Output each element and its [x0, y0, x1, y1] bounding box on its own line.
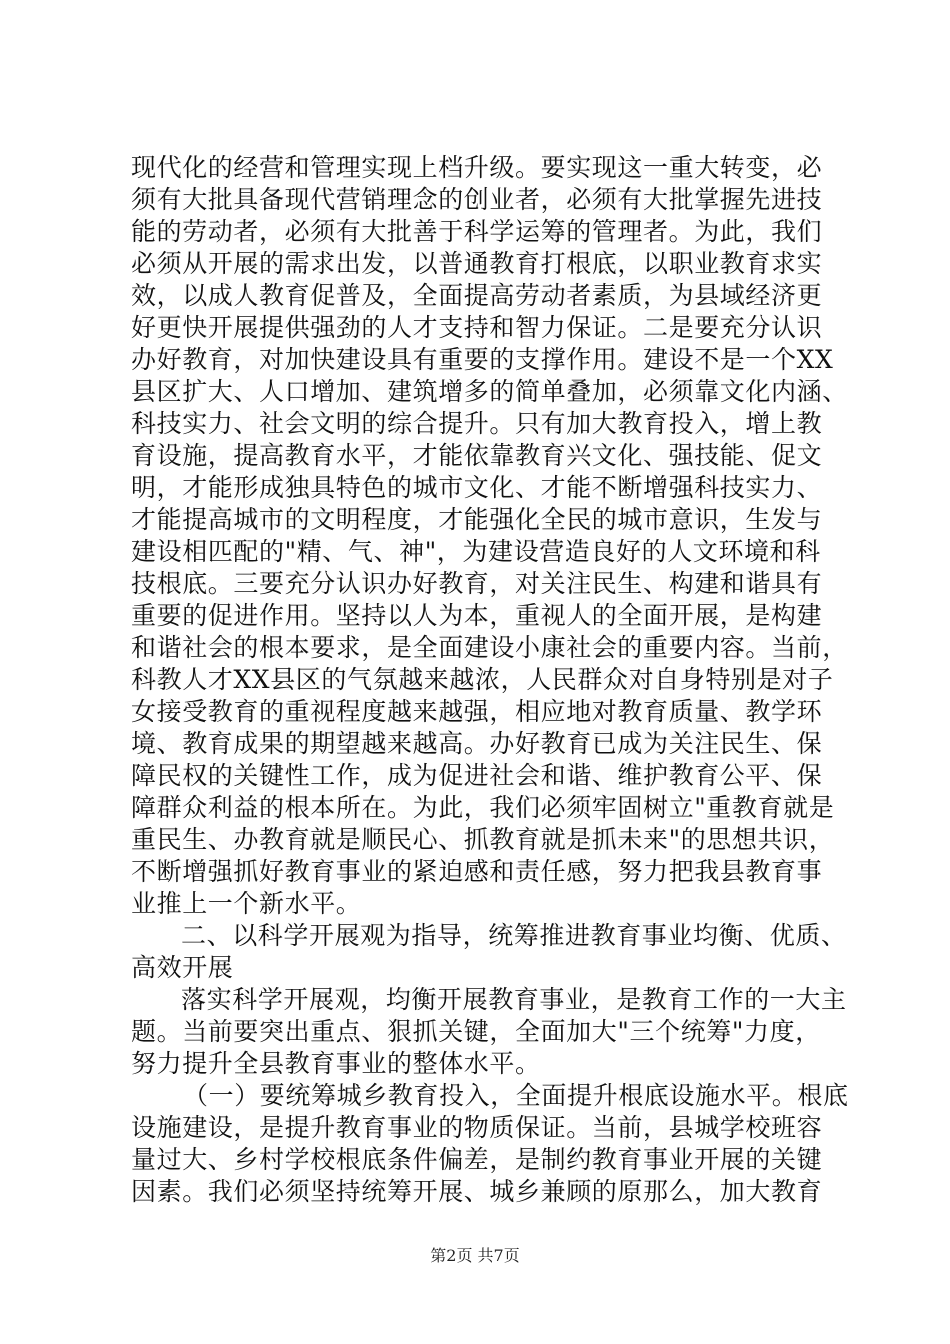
page-footer: 第2页 共7页	[430, 1246, 520, 1265]
text-line: 障民权的关键性工作，成为促进社会和谐、维护教育公平、保	[131, 761, 823, 790]
text-line: 建设相匹配的"精、气、神"，为建设营造良好的人文环境和科	[131, 537, 821, 566]
text-line: 题。当前要突出重点、狠抓关键，全面加大"三个统筹"力度，	[131, 1017, 821, 1046]
text-line: 技根底。三要充分认识办好教育，对关注民生、构建和谐具有	[131, 569, 823, 598]
text-line: 重民生、办教育就是顺民心、抓教育就是抓未来"的思想共识，	[131, 825, 835, 854]
text-line: 努力提升全县教育事业的整体水平。	[131, 1049, 541, 1078]
text-line: 不断增强抓好教育事业的紧迫感和责任感，努力把我县教育事	[131, 857, 823, 886]
text-line: 重要的促进作用。坚持以人为本，重视人的全面开展，是构建	[131, 601, 823, 630]
text-line: 境、教育成果的期望越来越高。办好教育已成为关注民生、保	[131, 729, 823, 758]
text-line: 女接受教育的重视程度越来越强，相应地对教育质量、教学环	[131, 697, 823, 726]
text-line: 好更快开展提供强劲的人才支持和智力保证。二是要充分认识	[131, 313, 823, 342]
text-line: 和谐社会的根本要求，是全面建设小康社会的重要内容。当前，	[131, 633, 848, 662]
text-line: 县区扩大、人口增加、建筑增多的简单叠加，必须靠文化内涵、	[131, 377, 848, 406]
text-line: 落实科学开展观，均衡开展教育事业，是教育工作的一大主	[181, 985, 847, 1014]
text-line: 育设施，提高教育水平，才能依靠教育兴文化、强技能、促文	[131, 441, 823, 470]
text-line: 才能提高城市的文明程度，才能强化全民的城市意识，生发与	[131, 505, 823, 534]
text-line: 明，才能形成独具特色的城市文化、才能不断增强科技实力、	[131, 473, 823, 502]
section-heading-cont: 高效开展	[131, 953, 234, 982]
text-line: 现代化的经营和管理实现上档升级。要实现这一重大转变，必	[131, 153, 823, 182]
text-line: 效，以成人教育促普及，全面提高劳动者素质，为县域经济更	[131, 281, 823, 310]
section-heading: 二、以科学开展观为指导，统筹推进教育事业均衡、优质、	[181, 921, 847, 950]
subsection-line: （一）要统筹城乡教育投入，全面提升根底设施水平。根底	[183, 1081, 849, 1110]
text-line: 设施建设，是提升教育事业的物质保证。当前，县城学校班容	[131, 1113, 823, 1142]
text-line: 须有大批具备现代营销理念的创业者，必须有大批掌握先进技	[131, 185, 823, 214]
text-line: 科技实力、社会文明的综合提升。只有加大教育投入，增上教	[131, 409, 823, 438]
text-line: 办好教育，对加快建设具有重要的支撑作用。建设不是一个XX	[131, 345, 834, 374]
text-line: 科教人才XX县区的气氛越来越浓，人民群众对自身特别是对子	[131, 665, 834, 694]
text-line: 业推上一个新水平。	[131, 889, 362, 918]
body-text	[131, 152, 849, 1208]
text-line: 障群众利益的根本所在。为此，我们必须牢固树立"重教育就是	[131, 793, 835, 822]
text-line: 能的劳动者，必须有大批善于科学运筹的管理者。为此，我们	[131, 217, 823, 246]
text-line: 量过大、乡村学校根底条件偏差，是制约教育事业开展的关键	[131, 1145, 823, 1174]
text-line: 因素。我们必须坚持统筹开展、城乡兼顾的原那么，加大教育	[131, 1177, 823, 1206]
text-line: 必须从开展的需求出发，以普通教育打根底，以职业教育求实	[131, 249, 823, 278]
